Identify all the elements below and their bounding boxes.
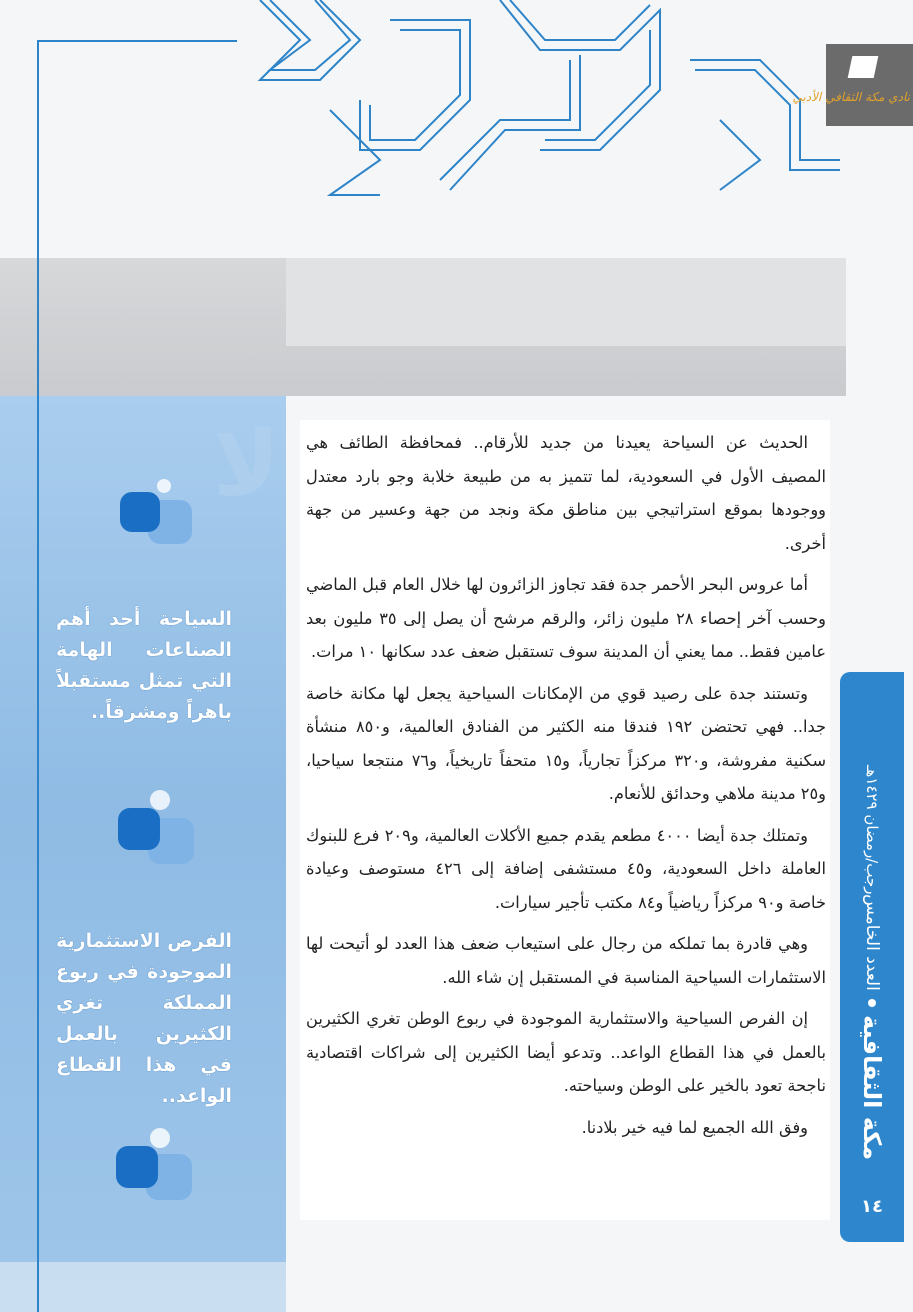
- side-tab-text: [844, 680, 900, 1160]
- article-body: [306, 426, 826, 1152]
- article-paragraph: الحديث عن السياحة يعيدنا من جديد للأرقام.. فمحافظة الطائف هي المصيف الأول في السعودية، لما تتميز به من طبيعة خلابة وجو بارد معتدل ووجودها بموقع استراتيجي بين مناطق مكة ونجد من جهة وعسير من جهة أخرى.: [306, 433, 826, 553]
- pull-quote: السياحة أحد أهم الصناعات الهامة التي تمثل مستقبلاً باهراً ومشرقاً..: [56, 608, 232, 723]
- bubble-icon: [112, 478, 202, 554]
- issue-date: رجب/رمضان ١٤٢٩هـ: [863, 764, 881, 895]
- article-paragraph: وهي قادرة بما تملكه من رجال على استيعاب ضعف هذا العدد لو أتيحت لها الاستثمارات السياحية المناسبة في المستقبل إن شاء الله.: [306, 934, 826, 987]
- bubble-icon: [112, 1126, 202, 1206]
- gray-band-inner: [286, 258, 846, 346]
- article-paragraph: أما عروس البحر الأحمر جدة فقد تجاوز الزائرون لها خلال العام قبل الماضي وحسب آخر إحصاء ٢٨ مليون زائر، والرقم مرشح أن يصل إلى ٣٥ مليون بعد عامين فقط.. مما يعني أن المدينة سوف تستقبل ضعف عدد سكانها ١٠ مرات.: [306, 575, 826, 661]
- frame-line-vertical: [37, 40, 39, 1312]
- article-paragraph: وتمتلك جدة أيضا ٤٠٠٠ مطعم يقدم جميع الأكلات العالمية، و٢٠٩ فرع للبنوك العاملة داخل السعودية، و٤٥ مستشفى إضافة إلى ٤٢٦ مستوصف وعيادة خاصة و٩٠ مركزاً رياضياً و٨٤ مكتب تأجير سيارات.: [306, 825, 826, 912]
- page-number: ١٤: [861, 1196, 883, 1217]
- logo-mark: [848, 56, 879, 78]
- issue-label: العدد الخامس: [862, 894, 882, 991]
- dot-separator: [868, 999, 876, 1007]
- article-paragraph: وتستند جدة على رصيد قوي من الإمكانات السياحية يجعل لها مكانة خاصة جدا.. فهي تحتضن ١٩٢ فندقا منه الكثير من الفنادق العالمية، و٨٥٠ منشأة سكنية مفروشة، و٣٢٠ مركزاً تجارياً، و١٥ متحفاً تاريخياً، و٧٦ منتجعا سياحيا، و٢٥ مدينة ملاهي وحدائق للأنعام.: [306, 683, 827, 803]
- article-paragraph: إن الفرص السياحية والاستثمارية الموجودة في ربوع الوطن تغري الكثيرين بالعمل في هذا القطاع الواعد.. وتدعو أيضا الكثيرين إلى شراكات اقتصادية ناجحة تعود بالخير على الوطن وسياحته.: [306, 1009, 826, 1095]
- frame-line-horizontal: [37, 40, 237, 42]
- watermark-text: ﻻ: [212, 412, 280, 517]
- pull-quote: الفرص الاستثمارية الموجودة في ربوع المملكة تغري الكثيرين بالعمل في هذا القطاع الواعد..: [56, 930, 232, 1107]
- ornament-icon: [240, 0, 840, 200]
- logo-text: نادي مكة الثقافي الأدبي: [792, 90, 910, 104]
- logo: [792, 44, 913, 126]
- bubble-icon: [112, 788, 202, 868]
- left-panel-fade: [0, 1262, 286, 1312]
- magazine-title: مكة الثقافية: [858, 1014, 886, 1160]
- article-paragraph: وفق الله الجميع لما فيه خير بلادنا.: [581, 1117, 808, 1137]
